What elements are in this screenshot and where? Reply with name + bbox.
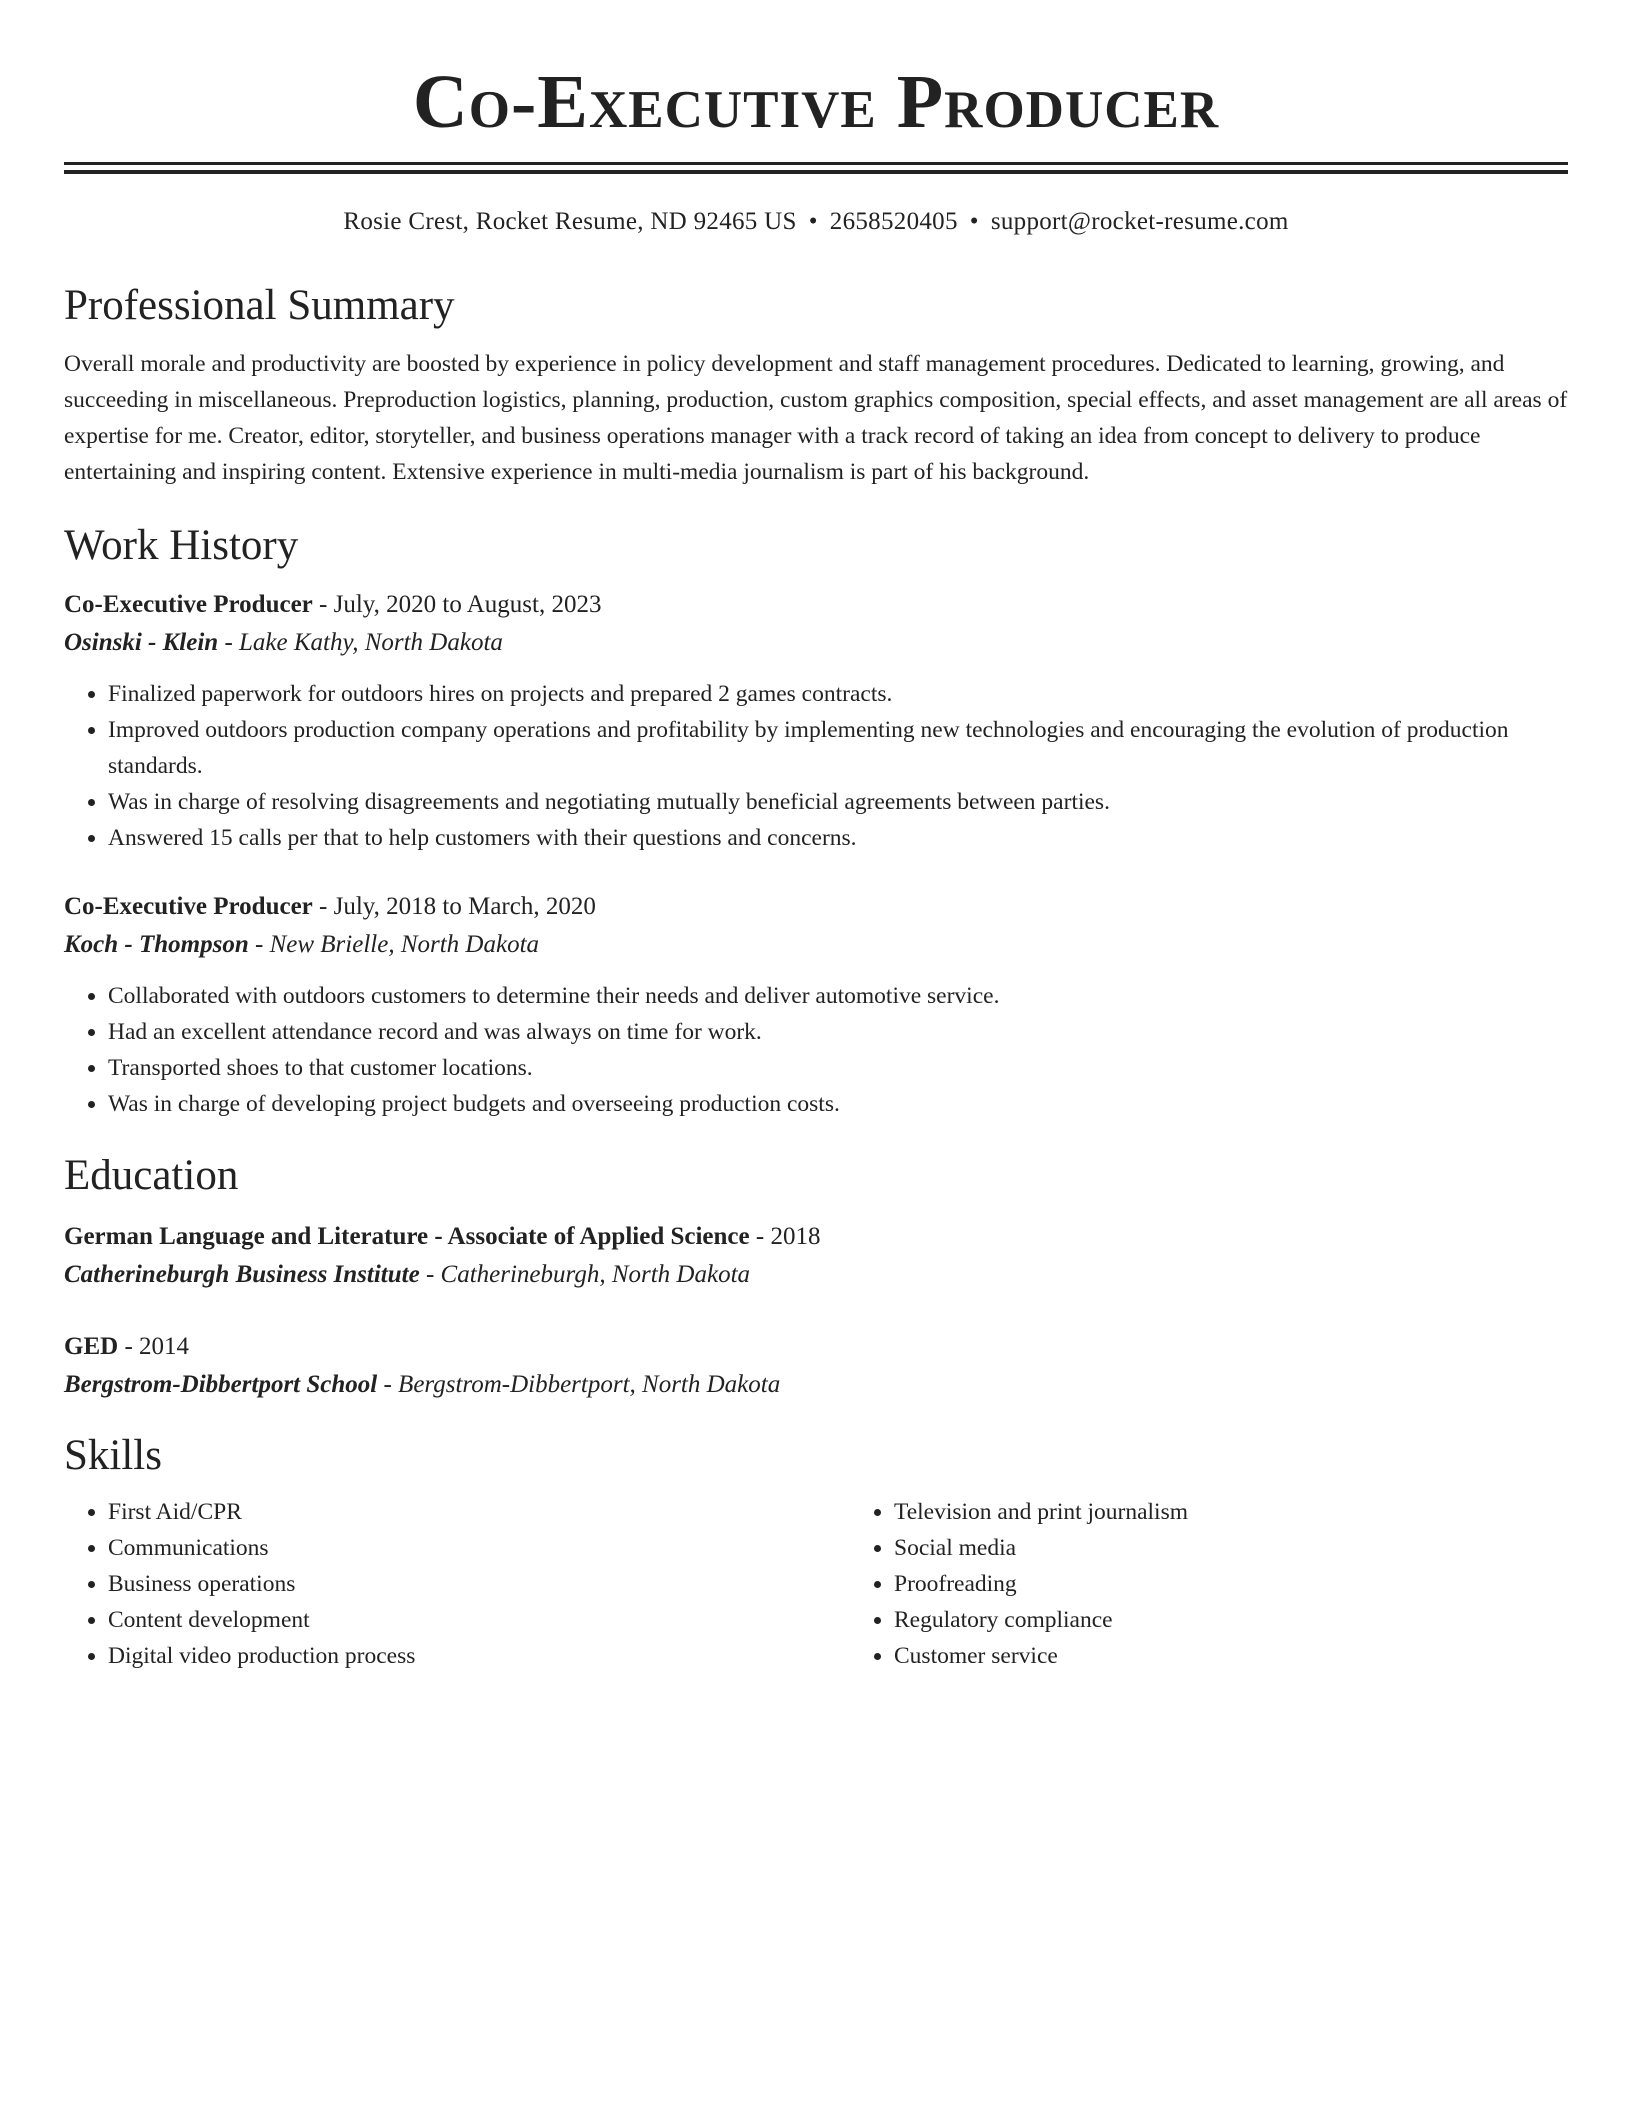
skills-columns [64, 1494, 1568, 1674]
contact-separator: • [808, 208, 818, 235]
section-heading-summary: Professional Summary [64, 282, 455, 329]
education-school-line [64, 1256, 1568, 1294]
education-entry [64, 1328, 1568, 1404]
education-year: - 2014 [118, 1333, 190, 1360]
education-school-line [64, 1366, 1568, 1404]
job-bullet: • Finalized paperwork for outdoors hires on projects and prepared 2 games contracts. [108, 676, 1568, 712]
job-bullet: • Improved outdoors production company operations and profitability by implementing new technologies and encouraging the evolution of production standards. [108, 712, 1568, 784]
job-dates: - July, 2020 to August, 2023 [312, 591, 602, 618]
education-location: - Catherineburgh, North Dakota [419, 1261, 751, 1288]
job-company-line [64, 624, 1568, 662]
contact-email: support@rocket-resume.com [990, 208, 1289, 235]
education-year: - 2018 [749, 1223, 821, 1250]
job-title: Co-Executive Producer [64, 893, 313, 920]
education-degree: German Language and Literature - Associate of Applied Science [64, 1223, 750, 1250]
job-bullet: • Was in charge of developing project budgets and overseeing production costs. [108, 1086, 1568, 1122]
skill-item: • Digital video production process [108, 1638, 850, 1674]
skill-item: • Communications [108, 1530, 850, 1566]
job-title-line [64, 586, 1568, 624]
education-degree-line [64, 1328, 1568, 1366]
skill-item: • Proofreading [894, 1566, 1612, 1602]
job-bullets [64, 676, 1568, 856]
education-school: Catherineburgh Business Institute [64, 1261, 420, 1288]
contact-address: Rosie Crest, Rocket Resume, ND 92465 US [343, 208, 797, 235]
skill-item: • Business operations [108, 1566, 850, 1602]
education-entry [64, 1218, 1568, 1294]
skill-item: • Television and print journalism [894, 1494, 1612, 1530]
job-dates: - July, 2018 to March, 2020 [312, 893, 596, 920]
job-location: - New Brielle, North Dakota [248, 931, 540, 958]
job-title: Co-Executive Producer [64, 591, 313, 618]
contact-separator: • [969, 208, 979, 235]
job-location: - Lake Kathy, North Dakota [218, 629, 503, 656]
job-company: Koch - Thompson [64, 931, 249, 958]
job-entry [64, 586, 1568, 856]
skills-list-right [850, 1494, 1612, 1674]
skill-item: • Customer service [894, 1638, 1612, 1674]
job-bullet: • Transported shoes to that customer locations. [108, 1050, 1568, 1086]
contact-line [64, 204, 1568, 240]
summary-text: Overall morale and productivity are boosted by experience in policy development and staff management procedures. Dedicated to learning, growing, and succeeding in miscellaneous. Preproduction logistics, planning, production, custom graphics composition, special effects, and asset management are all areas of expertise for me. Creator, editor, storyteller, and business operations manager with a track record of taking an idea from concept to delivery to produce entertaining and inspiring content. Extensive experience in multi-media journalism is part of his background. [64, 351, 1568, 485]
job-company-line [64, 926, 1568, 964]
job-title-line [64, 888, 1568, 926]
skill-item: • Social media [894, 1530, 1612, 1566]
header-double-rule [64, 162, 1568, 174]
job-company: Osinski - Klein [64, 629, 219, 656]
job-bullet: • Collaborated with outdoors customers to determine their needs and deliver automotive service. [108, 978, 1568, 1014]
skill-item: • Regulatory compliance [894, 1602, 1612, 1638]
section-heading-education: Education [64, 1152, 239, 1199]
education-school: Bergstrom-Dibbertport School [64, 1371, 378, 1398]
job-entry [64, 888, 1568, 1122]
job-bullets [64, 978, 1568, 1122]
job-bullet: • Was in charge of resolving disagreements and negotiating mutually beneficial agreements between parties. [108, 784, 1568, 820]
resume-page [64, 0, 1568, 1674]
skill-item: • Content development [108, 1602, 850, 1638]
skill-item: • First Aid/CPR [108, 1494, 850, 1530]
section-heading-skills: Skills [64, 1432, 162, 1479]
job-bullet: • Answered 15 calls per that to help customers with their questions and concerns. [108, 820, 1568, 856]
education-location: - Bergstrom-Dibbertport, North Dakota [377, 1371, 781, 1398]
job-bullet: • Had an excellent attendance record and was always on time for work. [108, 1014, 1568, 1050]
education-degree: GED [64, 1333, 119, 1360]
resume-name: Co-Executive Producer [412, 60, 1220, 144]
education-degree-line [64, 1218, 1568, 1256]
skills-list-left [64, 1494, 850, 1674]
section-heading-work: Work History [64, 522, 299, 569]
contact-phone: 2658520405 [829, 208, 958, 235]
